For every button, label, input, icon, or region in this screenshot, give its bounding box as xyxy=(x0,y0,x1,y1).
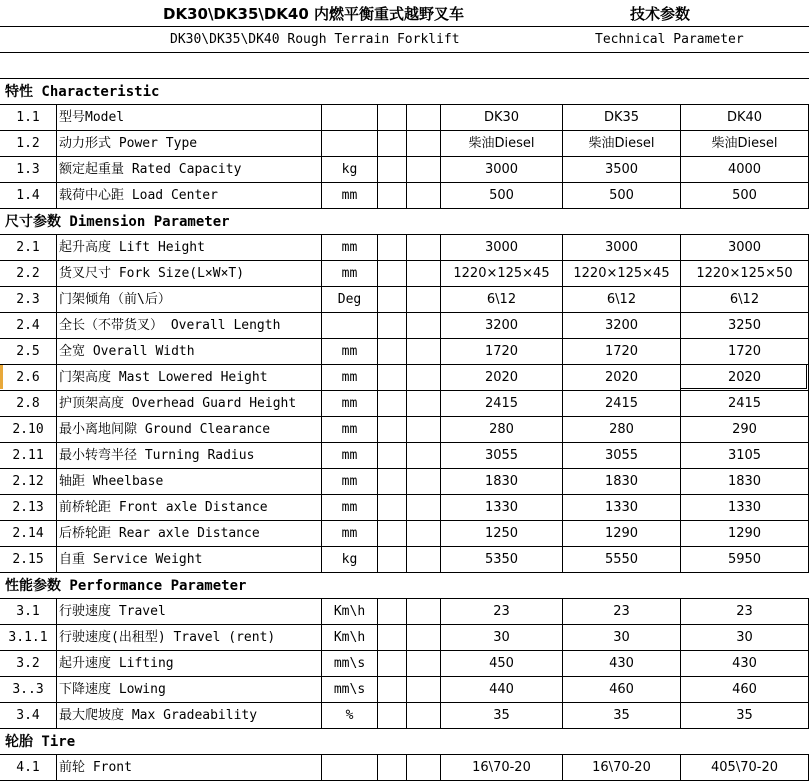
value-dk40[interactable]: 1830 xyxy=(727,474,762,489)
row-unit[interactable]: mm xyxy=(341,448,358,463)
value-dk35[interactable]: 1330 xyxy=(604,500,639,515)
row-number[interactable]: 2.15 xyxy=(12,552,44,567)
value-dk40[interactable]: 2415 xyxy=(727,396,762,411)
value-dk30[interactable]: 1220×125×45 xyxy=(453,266,550,281)
value-dk30[interactable]: 1250 xyxy=(484,526,519,541)
row-description[interactable]: 前桥轮距 Front axle Distance xyxy=(59,500,268,515)
value-dk40[interactable]: 1330 xyxy=(727,500,762,515)
row-description[interactable]: 型号Model xyxy=(59,110,125,125)
value-dk40[interactable]: 430 xyxy=(732,656,757,671)
row-number[interactable]: 2.4 xyxy=(16,318,40,333)
row-unit[interactable] xyxy=(322,754,377,780)
value-dk35[interactable]: 30 xyxy=(613,630,630,645)
row-number[interactable]: 3..3 xyxy=(12,682,44,697)
value-dk40[interactable]: 1220×125×50 xyxy=(696,266,793,281)
row-unit[interactable]: Km\h xyxy=(333,604,366,619)
value-dk40[interactable]: 2020 xyxy=(727,370,762,385)
value-dk30[interactable]: 2020 xyxy=(484,370,519,385)
value-dk40[interactable]: 3250 xyxy=(727,318,762,333)
value-dk30[interactable]: 3200 xyxy=(484,318,519,333)
table-row xyxy=(0,416,809,442)
row-description[interactable]: 最小转弯半径 Turning Radius xyxy=(59,448,255,463)
value-dk40[interactable]: DK40 xyxy=(726,110,763,125)
row-unit[interactable]: Deg xyxy=(337,292,362,307)
value-dk40[interactable]: 1720 xyxy=(727,344,762,359)
row-unit[interactable]: mm xyxy=(341,344,358,359)
value-dk35[interactable]: 23 xyxy=(613,604,630,619)
value-dk30[interactable]: 500 xyxy=(489,188,514,203)
value-dk40[interactable]: 23 xyxy=(736,604,753,619)
value-dk35[interactable]: 500 xyxy=(609,188,634,203)
sheet-subtitle: DK30\DK35\DK40 Rough Terrain Forklift xyxy=(170,32,460,47)
row-unit[interactable]: mm xyxy=(341,370,358,385)
table-row xyxy=(0,468,809,494)
row-description[interactable]: 起升速度 Lifting xyxy=(59,656,174,671)
table-row xyxy=(0,546,809,572)
table-row xyxy=(0,520,809,546)
table-row xyxy=(0,286,809,312)
row-description[interactable]: 下降速度 Lowing xyxy=(59,682,166,697)
row-number[interactable]: 1.2 xyxy=(16,136,40,151)
row-number[interactable]: 2.10 xyxy=(12,422,44,437)
row-description[interactable]: 门架高度 Mast Lowered Height xyxy=(59,370,268,385)
table-row xyxy=(0,234,809,260)
table-row xyxy=(0,260,809,286)
value-dk40[interactable]: 柴油Diesel xyxy=(711,136,778,151)
row-number[interactable]: 3.1.1 xyxy=(8,630,48,645)
row-description[interactable]: 动力形式 Power Type xyxy=(59,136,198,151)
row-unit[interactable]: mm xyxy=(341,396,358,411)
value-dk40[interactable]: 3000 xyxy=(727,240,762,255)
value-dk30[interactable]: 3055 xyxy=(484,448,519,463)
table-row xyxy=(0,130,809,156)
table-row xyxy=(0,650,809,676)
row-description[interactable]: 最大爬坡度 Max Gradeability xyxy=(59,708,258,723)
row-description[interactable]: 全长（不带货叉） Overall Length xyxy=(59,318,281,333)
row-number[interactable]: 2.8 xyxy=(16,396,40,411)
value-dk35[interactable]: 280 xyxy=(609,422,634,437)
value-dk35[interactable]: 1830 xyxy=(604,474,639,489)
row-number[interactable]: 2.14 xyxy=(12,526,44,541)
row-number[interactable]: 3.4 xyxy=(16,708,40,723)
row-unit[interactable]: % xyxy=(345,708,354,723)
value-dk40[interactable]: 30 xyxy=(736,630,753,645)
row-description[interactable]: 行驶速度 Travel xyxy=(59,604,166,619)
row-description[interactable]: 行驶速度(出租型) Travel (rent) xyxy=(59,630,276,645)
value-dk30[interactable]: 3000 xyxy=(484,162,519,177)
row-number[interactable]: 2.2 xyxy=(16,266,40,281)
value-dk35[interactable]: 2415 xyxy=(604,396,639,411)
value-dk40[interactable]: 3105 xyxy=(727,448,762,463)
row-unit[interactable]: kg xyxy=(341,162,358,177)
row-description[interactable]: 全宽 Overall Width xyxy=(59,344,195,359)
row-number[interactable]: 3.2 xyxy=(16,656,40,671)
value-dk35[interactable]: 3500 xyxy=(604,162,639,177)
row-description[interactable]: 门架倾角（前\后） xyxy=(59,292,171,307)
row-description[interactable]: 前轮 Front xyxy=(59,760,132,775)
value-dk30[interactable]: DK30 xyxy=(483,110,520,125)
value-dk40[interactable]: 500 xyxy=(732,188,757,203)
value-dk40[interactable]: 4000 xyxy=(727,162,762,177)
value-dk35[interactable]: 3055 xyxy=(604,448,639,463)
table-row xyxy=(0,598,809,624)
sheet-title-right: 技术参数 xyxy=(630,5,691,23)
value-dk30[interactable]: 2415 xyxy=(484,396,519,411)
table-row xyxy=(0,156,809,182)
row-number[interactable]: 2.5 xyxy=(16,344,40,359)
value-dk35[interactable]: 6\12 xyxy=(606,292,637,307)
section-header: 特性 Characteristic xyxy=(5,84,160,100)
value-dk30[interactable]: 23 xyxy=(493,604,510,619)
value-dk40[interactable]: 1290 xyxy=(727,526,762,541)
value-dk30[interactable]: 1830 xyxy=(484,474,519,489)
sheet-subtitle-right: Technical Parameter xyxy=(595,32,744,47)
value-dk30[interactable]: 30 xyxy=(493,630,510,645)
row-unit[interactable]: Km\h xyxy=(333,630,366,645)
table-row xyxy=(0,338,809,364)
row-number[interactable]: 1.1 xyxy=(16,110,40,125)
value-dk30[interactable]: 440 xyxy=(489,682,514,697)
row-description[interactable]: 最小离地间隙 Ground Clearance xyxy=(59,422,271,437)
value-dk30[interactable]: 5350 xyxy=(484,552,519,567)
table-row xyxy=(0,104,809,130)
value-dk35[interactable]: 16\70-20 xyxy=(592,760,651,775)
sheet-title: DK30\DK35\DK40 内燃平衡重式越野叉车 xyxy=(163,5,465,23)
value-dk35[interactable]: 5550 xyxy=(604,552,639,567)
row-unit[interactable]: mm xyxy=(341,188,358,203)
value-dk30[interactable]: 35 xyxy=(493,708,510,723)
value-dk35[interactable]: DK35 xyxy=(603,110,640,125)
table-row xyxy=(0,312,809,338)
value-dk35[interactable]: 2020 xyxy=(604,370,639,385)
value-dk35[interactable]: 3200 xyxy=(604,318,639,333)
table-row xyxy=(0,364,809,390)
row-description[interactable]: 载荷中心距 Load Center xyxy=(59,188,218,203)
row-unit[interactable]: mm\s xyxy=(333,682,366,697)
row-number[interactable]: 3.1 xyxy=(16,604,40,619)
row-unit[interactable]: mm xyxy=(341,240,358,255)
row-unit[interactable]: mm\s xyxy=(333,656,366,671)
row-unit[interactable]: mm xyxy=(341,526,358,541)
table-row xyxy=(0,494,809,520)
row-unit[interactable]: mm xyxy=(341,500,358,515)
table-row xyxy=(0,676,809,702)
value-dk40[interactable]: 460 xyxy=(732,682,757,697)
value-dk35[interactable]: 430 xyxy=(609,656,634,671)
row-description[interactable]: 轴距 Wheelbase xyxy=(59,474,164,489)
value-dk30[interactable]: 1330 xyxy=(484,500,519,515)
value-dk40[interactable]: 35 xyxy=(736,708,753,723)
value-dk35[interactable]: 1220×125×45 xyxy=(573,266,670,281)
row-number[interactable]: 2.11 xyxy=(12,448,44,463)
value-dk35[interactable]: 460 xyxy=(609,682,634,697)
row-unit[interactable] xyxy=(322,104,377,130)
value-dk40[interactable]: 290 xyxy=(732,422,757,437)
table-row xyxy=(0,624,809,650)
row-number[interactable]: 2.13 xyxy=(12,500,44,515)
value-dk40[interactable]: 405\70-20 xyxy=(711,760,778,775)
table-row xyxy=(0,182,809,208)
table-row xyxy=(0,442,809,468)
value-dk35[interactable]: 35 xyxy=(613,708,630,723)
row-unit[interactable]: mm xyxy=(341,266,358,281)
section-header: 性能参数 Performance Parameter xyxy=(5,578,247,594)
value-dk30[interactable]: 柴油Diesel xyxy=(468,136,535,151)
table-row xyxy=(0,702,809,728)
row-description[interactable]: 起升高度 Lift Height xyxy=(59,240,205,255)
table-row xyxy=(0,390,809,416)
row-unit[interactable] xyxy=(322,312,377,338)
value-dk30[interactable]: 280 xyxy=(489,422,514,437)
row-description[interactable]: 额定起重量 Rated Capacity xyxy=(59,162,242,177)
row-unit[interactable]: mm xyxy=(341,474,358,489)
active-row-marker xyxy=(0,365,3,389)
row-unit[interactable]: mm xyxy=(341,422,358,437)
row-unit[interactable] xyxy=(322,130,377,156)
row-description[interactable]: 货叉尺寸 Fork Size(L×W×T) xyxy=(59,266,245,281)
row-number[interactable]: 1.4 xyxy=(16,188,40,203)
value-dk30[interactable]: 1720 xyxy=(484,344,519,359)
row-description[interactable]: 后桥轮距 Rear axle Distance xyxy=(59,526,260,541)
section-header: 尺寸参数 Dimension Parameter xyxy=(5,214,230,230)
row-number[interactable]: 2.6 xyxy=(16,370,40,385)
value-dk40[interactable]: 6\12 xyxy=(729,292,760,307)
value-dk35[interactable]: 1720 xyxy=(604,344,639,359)
value-dk30[interactable]: 3000 xyxy=(484,240,519,255)
row-number[interactable]: 4.1 xyxy=(16,760,40,775)
row-number[interactable]: 2.3 xyxy=(16,292,40,307)
table-row xyxy=(0,754,809,780)
row-unit[interactable]: kg xyxy=(341,552,358,567)
value-dk30[interactable]: 6\12 xyxy=(486,292,517,307)
row-description[interactable]: 自重 Service Weight xyxy=(59,552,203,567)
value-dk30[interactable]: 450 xyxy=(489,656,514,671)
value-dk30[interactable]: 16\70-20 xyxy=(472,760,531,775)
value-dk35[interactable]: 1290 xyxy=(604,526,639,541)
value-dk35[interactable]: 3000 xyxy=(604,240,639,255)
value-dk35[interactable]: 柴油Diesel xyxy=(588,136,655,151)
value-dk40[interactable]: 5950 xyxy=(727,552,762,567)
row-description[interactable]: 护顶架高度 Overhead Guard Height xyxy=(59,396,297,411)
row-number[interactable]: 2.1 xyxy=(16,240,40,255)
row-number[interactable]: 2.12 xyxy=(12,474,44,489)
section-header: 轮胎 Tire xyxy=(5,734,76,750)
row-number[interactable]: 1.3 xyxy=(16,162,40,177)
